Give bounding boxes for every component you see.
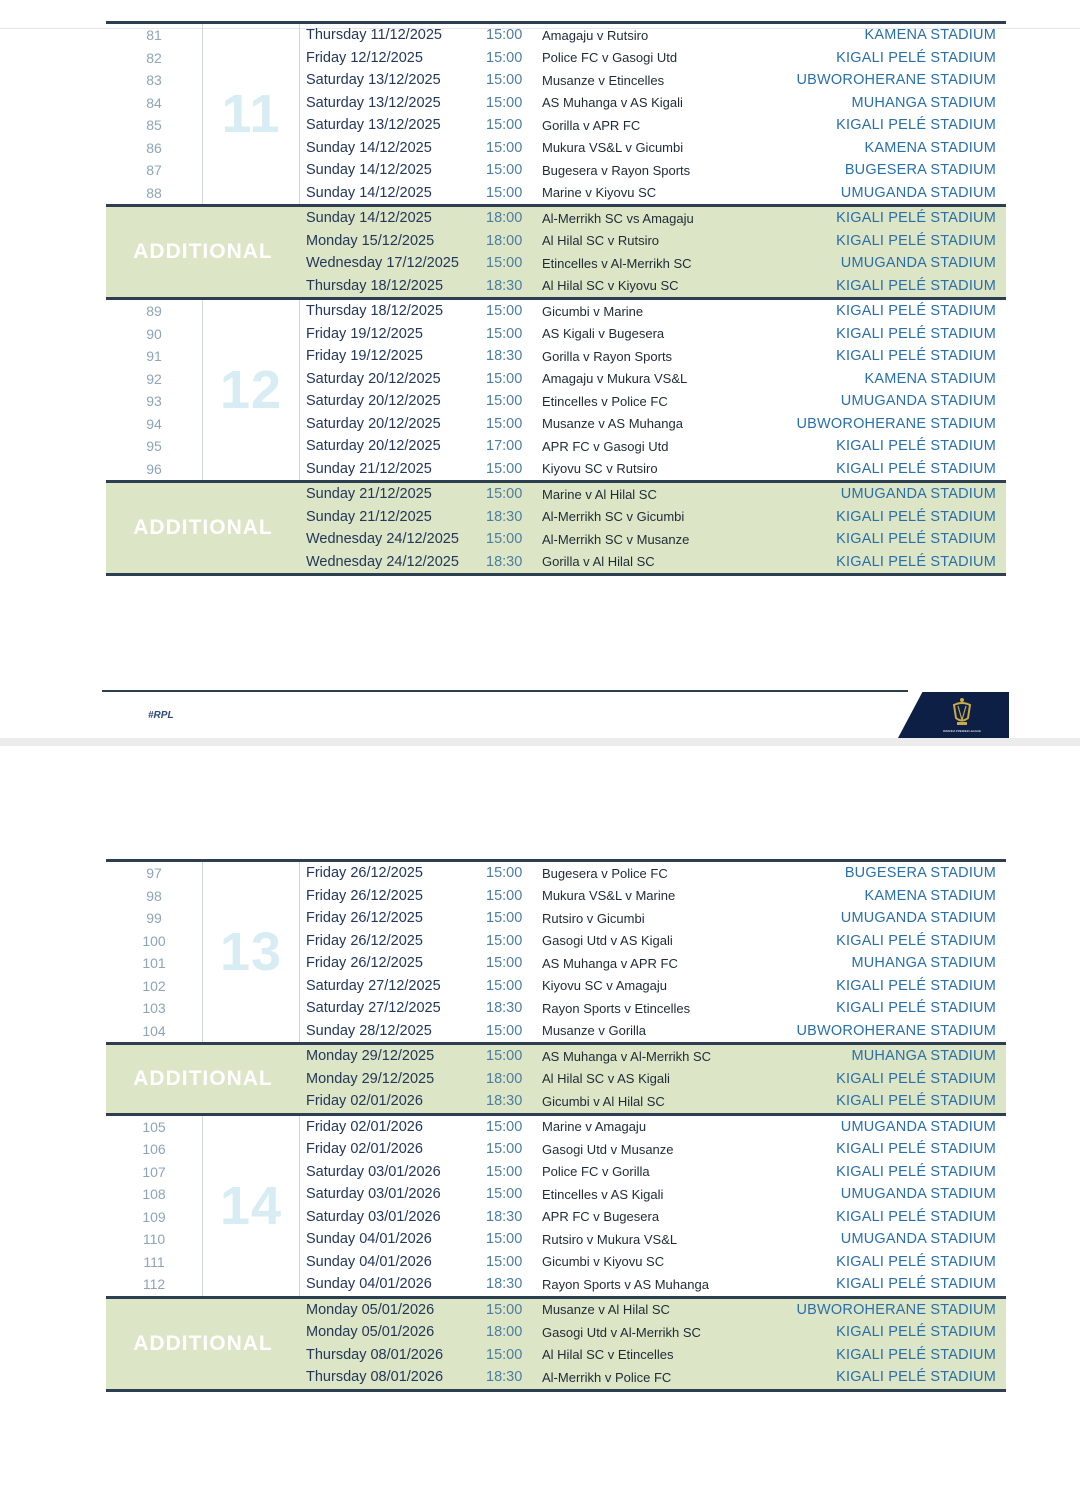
fixture-teams: AS Muhanga v AS Kigali bbox=[542, 95, 683, 111]
kickoff-time: 15:00 bbox=[486, 184, 523, 201]
match-date: Saturday 27/12/2025 bbox=[306, 1000, 441, 1017]
fixture-row bbox=[106, 1138, 1006, 1161]
venue-name: KIGALI PELÉ STADIUM bbox=[836, 1276, 996, 1293]
kickoff-time: 15:00 bbox=[486, 117, 523, 134]
fixture-teams: Gorilla v Rayon Sports bbox=[542, 348, 673, 364]
match-number: 105 bbox=[142, 1118, 166, 1135]
fixture-teams: APR FC v Bugesera bbox=[542, 1209, 660, 1225]
kickoff-time: 15:00 bbox=[486, 255, 523, 272]
match-date: Monday 29/12/2025 bbox=[306, 1048, 435, 1065]
fixture-row bbox=[106, 1344, 1006, 1367]
fixture-row bbox=[106, 1321, 1006, 1344]
match-date: Monday 15/12/2025 bbox=[306, 232, 435, 249]
match-date: Sunday 21/12/2025 bbox=[306, 486, 432, 503]
venue-name: UMUGANDA STADIUM bbox=[840, 1231, 996, 1248]
round-block bbox=[106, 1116, 1006, 1299]
match-date: Friday 26/12/2025 bbox=[306, 910, 423, 927]
additional-block bbox=[106, 207, 1006, 300]
kickoff-time: 18:30 bbox=[486, 1093, 523, 1110]
fixture-row bbox=[106, 1020, 1006, 1043]
kickoff-time: 18:00 bbox=[486, 1070, 523, 1087]
kickoff-time: 15:00 bbox=[486, 486, 523, 503]
match-date: Friday 19/12/2025 bbox=[306, 325, 423, 342]
kickoff-time: 15:00 bbox=[486, 1141, 523, 1158]
venue-name: UMUGANDA STADIUM bbox=[840, 1186, 996, 1203]
fixture-teams: Musanze v Al Hilal SC bbox=[542, 1302, 670, 1318]
fixture-row bbox=[106, 1228, 1006, 1251]
match-date: Friday 26/12/2025 bbox=[306, 932, 423, 949]
fixture-teams: Al Hilal SC v AS Kigali bbox=[542, 1071, 670, 1087]
fixture-row bbox=[106, 975, 1006, 998]
kickoff-time: 15:00 bbox=[486, 460, 523, 477]
fixture-teams: Police FC v Gorilla bbox=[542, 1164, 650, 1180]
fixture-row bbox=[106, 930, 1006, 953]
fixture-teams: Rutsiro v Mukura VS&L bbox=[542, 1231, 678, 1247]
match-date: Sunday 04/01/2026 bbox=[306, 1253, 432, 1270]
venue-name: KIGALI PELÉ STADIUM bbox=[836, 932, 996, 949]
fixture-teams: Amagaju v Mukura VS&L bbox=[542, 371, 688, 387]
match-date: Sunday 04/01/2026 bbox=[306, 1276, 432, 1293]
venue-name: UMUGANDA STADIUM bbox=[840, 255, 996, 272]
venue-name: BUGESERA STADIUM bbox=[844, 865, 996, 882]
kickoff-time: 15:00 bbox=[486, 1163, 523, 1180]
additional-block bbox=[106, 483, 1006, 573]
match-date: Thursday 18/12/2025 bbox=[306, 303, 444, 320]
fixture-teams: Gorilla v Al Hilal SC bbox=[542, 554, 655, 570]
match-date: Wednesday 24/12/2025 bbox=[306, 553, 459, 570]
fixture-teams: Kiyovu SC v Amagaju bbox=[542, 978, 668, 994]
match-number: 92 bbox=[146, 370, 162, 387]
kickoff-time: 15:00 bbox=[486, 139, 523, 156]
fixture-row bbox=[106, 1045, 1006, 1068]
kickoff-time: 15:00 bbox=[486, 1301, 523, 1318]
fixture-teams: Kiyovu SC v Rutsiro bbox=[542, 461, 658, 477]
venue-name: KIGALI PELÉ STADIUM bbox=[836, 531, 996, 548]
fixture-row bbox=[106, 1206, 1006, 1229]
kickoff-time: 15:00 bbox=[486, 531, 523, 548]
venue-name: UMUGANDA STADIUM bbox=[840, 184, 996, 201]
match-number: 81 bbox=[146, 27, 162, 44]
fixture-teams: Musanze v Etincelles bbox=[542, 72, 665, 88]
match-number: 96 bbox=[146, 460, 162, 477]
match-date: Friday 02/01/2026 bbox=[306, 1093, 423, 1110]
kickoff-time: 15:00 bbox=[486, 49, 523, 66]
kickoff-time: 18:30 bbox=[486, 1000, 523, 1017]
match-number: 94 bbox=[146, 415, 162, 432]
venue-name: UMUGANDA STADIUM bbox=[840, 1118, 996, 1135]
match-date: Sunday 28/12/2025 bbox=[306, 1022, 432, 1039]
venue-name: KIGALI PELÉ STADIUM bbox=[836, 1141, 996, 1158]
fixture-row bbox=[106, 551, 1006, 574]
fixture-teams: Gasogi Utd v AS Kigali bbox=[542, 933, 673, 949]
match-date: Saturday 13/12/2025 bbox=[306, 94, 441, 111]
fixture-row bbox=[106, 1273, 1006, 1296]
fixture-row bbox=[106, 300, 1006, 323]
match-number: 110 bbox=[142, 1231, 166, 1248]
match-number: 104 bbox=[142, 1022, 166, 1039]
venue-name: KIGALI PELÉ STADIUM bbox=[836, 1070, 996, 1087]
fixture-row bbox=[106, 907, 1006, 930]
fixture-row bbox=[106, 1183, 1006, 1206]
fixture-row bbox=[106, 275, 1006, 298]
fixture-teams: Gicumbi v Marine bbox=[542, 303, 644, 319]
match-number: 101 bbox=[142, 955, 166, 972]
match-date: Friday 26/12/2025 bbox=[306, 865, 423, 882]
kickoff-time: 15:00 bbox=[486, 977, 523, 994]
match-number: 88 bbox=[146, 184, 162, 201]
match-date: Saturday 13/12/2025 bbox=[306, 72, 441, 89]
match-number: 95 bbox=[146, 438, 162, 455]
venue-name: KIGALI PELÉ STADIUM bbox=[836, 303, 996, 320]
fixture-row bbox=[106, 114, 1006, 137]
fixture-row bbox=[106, 1068, 1006, 1091]
fixture-teams: Al-Merrikh v Police FC bbox=[542, 1369, 672, 1385]
fixtures-table-page-1 bbox=[106, 21, 1006, 576]
venue-name: KIGALI PELÉ STADIUM bbox=[836, 460, 996, 477]
match-date: Sunday 14/12/2025 bbox=[306, 184, 432, 201]
venue-name: KIGALI PELÉ STADIUM bbox=[836, 232, 996, 249]
venue-name: KIGALI PELÉ STADIUM bbox=[836, 1346, 996, 1363]
fixture-teams: Gasogi Utd v Al-Merrikh SC bbox=[542, 1324, 701, 1340]
venue-name: UBWOROHERANE STADIUM bbox=[796, 1022, 996, 1039]
match-date: Sunday 14/12/2025 bbox=[306, 162, 432, 179]
venue-name: KIGALI PELÉ STADIUM bbox=[836, 277, 996, 294]
venue-name: UMUGANDA STADIUM bbox=[840, 393, 996, 410]
fixture-teams: Marine v Amagaju bbox=[542, 1119, 647, 1135]
kickoff-time: 15:00 bbox=[486, 1022, 523, 1039]
fixture-teams: Etincelles v Al-Merrikh SC bbox=[542, 255, 692, 271]
fixture-teams: Mukura VS&L v Marine bbox=[542, 888, 676, 904]
match-number: 87 bbox=[146, 162, 162, 179]
kickoff-time: 18:30 bbox=[486, 277, 523, 294]
match-number: 103 bbox=[142, 1000, 166, 1017]
fixture-teams: Bugesera v Rayon Sports bbox=[542, 162, 691, 178]
kickoff-time: 15:00 bbox=[486, 325, 523, 342]
kickoff-time: 15:00 bbox=[486, 415, 523, 432]
round-block bbox=[106, 300, 1006, 483]
venue-name: KIGALI PELÉ STADIUM bbox=[836, 325, 996, 342]
fixture-row bbox=[106, 885, 1006, 908]
kickoff-time: 15:00 bbox=[486, 27, 523, 44]
match-date: Thursday 08/01/2026 bbox=[306, 1369, 444, 1386]
round-number: 14 bbox=[219, 1175, 283, 1236]
venue-name: KIGALI PELÉ STADIUM bbox=[836, 49, 996, 66]
match-date: Sunday 14/12/2025 bbox=[306, 139, 432, 156]
logo-wordmark: RWANDA PREMIER LEAGUE bbox=[943, 729, 981, 733]
kickoff-time: 17:00 bbox=[486, 438, 523, 455]
venue-name: KIGALI PELÉ STADIUM bbox=[836, 210, 996, 227]
kickoff-time: 15:00 bbox=[486, 932, 523, 949]
fixture-teams: Al Hilal SC v Rutsiro bbox=[542, 233, 660, 249]
match-date: Saturday 20/12/2025 bbox=[306, 415, 441, 432]
fixture-teams: Musanze v Gorilla bbox=[542, 1023, 647, 1039]
venue-name: KIGALI PELÉ STADIUM bbox=[836, 1093, 996, 1110]
match-date: Monday 29/12/2025 bbox=[306, 1070, 435, 1087]
fixture-teams: Bugesera v Police FC bbox=[542, 865, 668, 881]
match-date: Saturday 20/12/2025 bbox=[306, 370, 441, 387]
fixture-teams: Etincelles v AS Kigali bbox=[542, 1186, 664, 1202]
match-date: Saturday 03/01/2026 bbox=[306, 1208, 441, 1225]
fixture-teams: AS Muhanga v Al-Merrikh SC bbox=[542, 1048, 712, 1064]
fixture-row bbox=[106, 252, 1006, 275]
kickoff-time: 18:30 bbox=[486, 348, 523, 365]
kickoff-time: 15:00 bbox=[486, 72, 523, 89]
fixture-teams: Musanze v AS Muhanga bbox=[542, 416, 683, 432]
match-date: Sunday 21/12/2025 bbox=[306, 460, 432, 477]
match-date: Friday 26/12/2025 bbox=[306, 887, 423, 904]
match-date: Sunday 21/12/2025 bbox=[306, 508, 432, 525]
kickoff-time: 15:00 bbox=[486, 1048, 523, 1065]
fixture-row bbox=[106, 1366, 1006, 1389]
match-date: Thursday 11/12/2025 bbox=[306, 27, 442, 44]
kickoff-time: 18:30 bbox=[486, 1276, 523, 1293]
fixture-teams: Al-Merrikh SC v Musanze bbox=[542, 531, 690, 547]
venue-name: KAMENA STADIUM bbox=[864, 27, 996, 44]
kickoff-time: 18:30 bbox=[486, 553, 523, 570]
kickoff-time: 15:00 bbox=[486, 162, 523, 179]
fixture-teams: AS Kigali v Bugesera bbox=[542, 326, 665, 342]
venue-name: UBWOROHERANE STADIUM bbox=[796, 415, 996, 432]
additional-label: ADDITIONAL bbox=[133, 516, 273, 539]
fixture-teams: Gasogi Utd v Musanze bbox=[542, 1141, 674, 1157]
match-number: 100 bbox=[142, 932, 166, 949]
match-number: 85 bbox=[146, 117, 162, 134]
venue-name: KIGALI PELÉ STADIUM bbox=[836, 977, 996, 994]
venue-name: KAMENA STADIUM bbox=[864, 139, 996, 156]
round-number: 13 bbox=[219, 922, 283, 982]
venue-name: KIGALI PELÉ STADIUM bbox=[836, 553, 996, 570]
additional-label: ADDITIONAL bbox=[133, 1331, 273, 1355]
kickoff-time: 15:00 bbox=[486, 393, 523, 410]
venue-name: KAMENA STADIUM bbox=[864, 370, 996, 387]
match-number: 109 bbox=[142, 1208, 166, 1225]
kickoff-time: 15:00 bbox=[486, 865, 523, 882]
page-separator bbox=[0, 738, 1080, 746]
league-trophy-logo bbox=[940, 696, 984, 736]
fixture-row bbox=[106, 952, 1006, 975]
venue-name: KIGALI PELÉ STADIUM bbox=[836, 1163, 996, 1180]
fixture-teams: AS Muhanga v APR FC bbox=[542, 955, 678, 971]
kickoff-time: 15:00 bbox=[486, 1346, 523, 1363]
match-number: 102 bbox=[142, 977, 166, 994]
kickoff-time: 18:30 bbox=[486, 508, 523, 525]
kickoff-time: 15:00 bbox=[486, 1253, 523, 1270]
kickoff-time: 15:00 bbox=[486, 94, 523, 111]
fixture-row bbox=[106, 435, 1006, 458]
match-number: 90 bbox=[146, 325, 162, 342]
fixture-teams: Mukura VS&L v Gicumbi bbox=[542, 140, 684, 156]
round-block bbox=[106, 862, 1006, 1045]
kickoff-time: 15:00 bbox=[486, 887, 523, 904]
match-number: 97 bbox=[146, 865, 162, 882]
kickoff-time: 15:00 bbox=[486, 1118, 523, 1135]
fixture-teams: Police FC v Gasogi Utd bbox=[542, 50, 678, 66]
match-number: 107 bbox=[142, 1163, 166, 1180]
venue-name: KIGALI PELÉ STADIUM bbox=[836, 1253, 996, 1270]
fixture-row bbox=[106, 92, 1006, 115]
fixture-row bbox=[106, 230, 1006, 253]
kickoff-time: 15:00 bbox=[486, 303, 523, 320]
fixtures-table-page-2 bbox=[106, 859, 1006, 1392]
kickoff-time: 18:00 bbox=[486, 232, 523, 249]
fixture-teams: Al Hilal SC v Etincelles bbox=[542, 1347, 674, 1363]
match-number: 82 bbox=[146, 49, 162, 66]
fixture-row bbox=[106, 458, 1006, 481]
match-date: Wednesday 24/12/2025 bbox=[306, 531, 459, 548]
fixture-row bbox=[106, 323, 1006, 346]
fixture-row bbox=[106, 69, 1006, 92]
match-date: Wednesday 17/12/2025 bbox=[306, 255, 459, 272]
fixture-row bbox=[106, 1116, 1006, 1139]
match-date: Saturday 13/12/2025 bbox=[306, 117, 441, 134]
kickoff-time: 18:30 bbox=[486, 1369, 523, 1386]
venue-name: KIGALI PELÉ STADIUM bbox=[836, 1208, 996, 1225]
additional-label: ADDITIONAL bbox=[133, 240, 273, 263]
match-date: Thursday 08/01/2026 bbox=[306, 1346, 444, 1363]
round-number: 11 bbox=[221, 84, 281, 144]
kickoff-time: 18:00 bbox=[486, 210, 523, 227]
match-number: 83 bbox=[146, 72, 162, 89]
venue-name: KIGALI PELÉ STADIUM bbox=[836, 1369, 996, 1386]
match-date: Saturday 03/01/2026 bbox=[306, 1186, 441, 1203]
round-block bbox=[106, 24, 1006, 207]
fixture-row bbox=[106, 47, 1006, 70]
fixture-teams: Amagaju v Rutsiro bbox=[542, 27, 649, 43]
match-date: Thursday 18/12/2025 bbox=[306, 277, 444, 294]
fixture-row bbox=[106, 483, 1006, 506]
fixture-teams: Rayon Sports v AS Muhanga bbox=[542, 1276, 709, 1292]
fixture-row bbox=[106, 24, 1006, 47]
fixture-row bbox=[106, 506, 1006, 529]
fixture-teams: Gorilla v APR FC bbox=[542, 117, 641, 133]
additional-label: ADDITIONAL bbox=[133, 1066, 273, 1090]
fixture-row bbox=[106, 1090, 1006, 1113]
footer-rule bbox=[102, 690, 908, 692]
venue-name: UMUGANDA STADIUM bbox=[840, 486, 996, 503]
kickoff-time: 15:00 bbox=[486, 910, 523, 927]
match-number: 98 bbox=[146, 887, 162, 904]
kickoff-time: 15:00 bbox=[486, 1231, 523, 1248]
venue-name: MUHANGA STADIUM bbox=[851, 1048, 996, 1065]
match-number: 93 bbox=[146, 393, 162, 410]
venue-name: BUGESERA STADIUM bbox=[844, 162, 996, 179]
match-date: Monday 05/01/2026 bbox=[306, 1301, 435, 1318]
venue-name: KAMENA STADIUM bbox=[864, 887, 996, 904]
kickoff-time: 15:00 bbox=[486, 1186, 523, 1203]
match-date: Friday 19/12/2025 bbox=[306, 348, 423, 365]
fixture-teams: Etincelles v Police FC bbox=[542, 393, 668, 409]
fixture-row bbox=[106, 997, 1006, 1020]
venue-name: KIGALI PELÉ STADIUM bbox=[836, 1324, 996, 1341]
fixture-row bbox=[106, 207, 1006, 230]
kickoff-time: 15:00 bbox=[486, 370, 523, 387]
hashtag-label: #RPL bbox=[148, 710, 174, 721]
match-number: 91 bbox=[146, 348, 162, 365]
additional-block bbox=[106, 1299, 1006, 1389]
fixture-row bbox=[106, 1299, 1006, 1322]
kickoff-time: 15:00 bbox=[486, 955, 523, 972]
venue-name: MUHANGA STADIUM bbox=[851, 94, 996, 111]
match-date: Sunday 04/01/2026 bbox=[306, 1231, 432, 1248]
fixture-teams: Rayon Sports v Etincelles bbox=[542, 1000, 691, 1016]
fixture-row bbox=[106, 413, 1006, 436]
match-number: 86 bbox=[146, 139, 162, 156]
additional-block bbox=[106, 1045, 1006, 1116]
venue-name: UMUGANDA STADIUM bbox=[840, 910, 996, 927]
fixture-teams: Marine v Kiyovu SC bbox=[542, 185, 657, 201]
match-number: 108 bbox=[142, 1186, 166, 1203]
match-date: Sunday 14/12/2025 bbox=[306, 210, 432, 227]
fixture-row bbox=[106, 862, 1006, 885]
match-date: Friday 02/01/2026 bbox=[306, 1141, 423, 1158]
venue-name: KIGALI PELÉ STADIUM bbox=[836, 508, 996, 525]
fixture-row bbox=[106, 345, 1006, 368]
match-date: Monday 05/01/2026 bbox=[306, 1324, 435, 1341]
fixture-teams: Al-Merrikh SC vs Amagaju bbox=[542, 210, 694, 226]
fixture-teams: Al Hilal SC v Kiyovu SC bbox=[542, 278, 679, 294]
fixture-row bbox=[106, 182, 1006, 205]
fixture-teams: Gicumbi v Kiyovu SC bbox=[542, 1254, 665, 1270]
venue-name: KIGALI PELÉ STADIUM bbox=[836, 438, 996, 455]
match-number: 99 bbox=[146, 910, 162, 927]
fixture-teams: Marine v Al Hilal SC bbox=[542, 486, 657, 502]
fixture-row bbox=[106, 1251, 1006, 1274]
venue-name: UBWOROHERANE STADIUM bbox=[796, 1301, 996, 1318]
match-date: Friday 02/01/2026 bbox=[306, 1118, 423, 1135]
venue-name: KIGALI PELÉ STADIUM bbox=[836, 348, 996, 365]
venue-name: UBWOROHERANE STADIUM bbox=[796, 72, 996, 89]
fixture-row bbox=[106, 137, 1006, 160]
match-date: Saturday 03/01/2026 bbox=[306, 1163, 441, 1180]
fixture-row bbox=[106, 1161, 1006, 1184]
match-number: 112 bbox=[142, 1276, 166, 1293]
fixture-row bbox=[106, 528, 1006, 551]
fixture-teams: APR FC v Gasogi Utd bbox=[542, 438, 669, 454]
fixture-row bbox=[106, 368, 1006, 391]
match-date: Saturday 20/12/2025 bbox=[306, 438, 441, 455]
match-number: 84 bbox=[146, 94, 162, 111]
fixture-teams: Al-Merrikh SC v Gicumbi bbox=[542, 509, 685, 525]
fixture-row bbox=[106, 159, 1006, 182]
venue-name: KIGALI PELÉ STADIUM bbox=[836, 117, 996, 134]
kickoff-time: 18:30 bbox=[486, 1208, 523, 1225]
fixture-row bbox=[106, 390, 1006, 413]
match-date: Friday 26/12/2025 bbox=[306, 955, 423, 972]
match-date: Saturday 20/12/2025 bbox=[306, 393, 441, 410]
fixture-teams: Rutsiro v Gicumbi bbox=[542, 910, 645, 926]
round-number: 12 bbox=[219, 360, 283, 420]
match-date: Friday 12/12/2025 bbox=[306, 49, 423, 66]
match-date: Saturday 27/12/2025 bbox=[306, 977, 441, 994]
match-number: 106 bbox=[142, 1141, 166, 1158]
venue-name: KIGALI PELÉ STADIUM bbox=[836, 1000, 996, 1017]
match-number: 111 bbox=[143, 1253, 165, 1270]
fixture-teams: Gicumbi v Al Hilal SC bbox=[542, 1093, 665, 1109]
match-number: 89 bbox=[146, 303, 162, 320]
venue-name: MUHANGA STADIUM bbox=[851, 955, 996, 972]
kickoff-time: 18:00 bbox=[486, 1324, 523, 1341]
